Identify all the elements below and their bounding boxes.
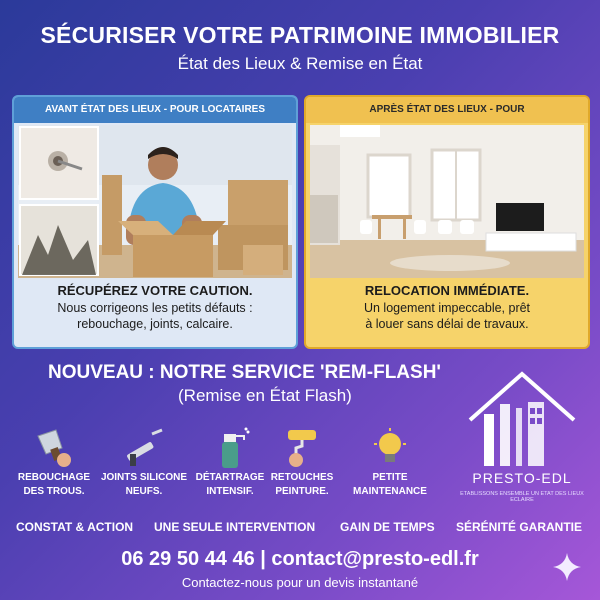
owner-heading: RELOCATION IMMÉDIATE. xyxy=(364,283,530,298)
paint-roller-icon xyxy=(280,426,324,470)
service-item-maintenance: PETITE MAINTENANCE xyxy=(344,426,436,498)
service-item-detartrage: DÉTARTRAGE INTENSIF. xyxy=(184,426,276,498)
owner-panel xyxy=(304,95,590,349)
tenant-text-line-1: Nous corrigeons les petits défauts : xyxy=(57,301,253,315)
tenant-text-line-2: rebouchage, joints, calcaire. xyxy=(77,317,233,331)
value-gain-temps: GAIN DE TEMPS xyxy=(340,520,435,534)
brand-name: PRESTO-EDL xyxy=(472,470,572,486)
contact-line[interactable]: 06 29 50 44 46 | contact@presto-edl.fr xyxy=(121,548,479,570)
value-constat: CONSTAT & ACTION xyxy=(16,520,134,534)
service-item-rebouchage: REBOUCHAGE DES TROUS. xyxy=(8,426,100,498)
service-subtitle: (Remise en État Flash) xyxy=(178,386,352,405)
putty-knife-icon xyxy=(32,426,76,470)
caulk-gun-icon xyxy=(122,426,166,470)
lightbulb-icon xyxy=(368,426,412,470)
service-item-joints: JOINTS SILICONE NEUFS. xyxy=(98,426,190,498)
spray-bottle-icon xyxy=(208,426,252,470)
service-item-retouches: RETOUCHES PEINTURE. xyxy=(256,426,348,498)
quote-cta: Contactez-nous pour un devis instantané xyxy=(181,575,419,590)
page-title: SÉCURISER VOTRE PATRIMOINE IMMOBILIER xyxy=(40,22,560,48)
owner-text-line-1: Un logement impeccable, prêt xyxy=(363,301,531,315)
page-subtitle: État des Lieux & Remise en État xyxy=(177,54,423,73)
clean-apartment-photo xyxy=(310,125,584,278)
tenant-heading: RÉCUPÉREZ VOTRE CAUTION. xyxy=(57,283,253,298)
brand-tagline: ETABLISSONS ENSEMBLE UN ETAT DES LIEUX ECLAIRE xyxy=(460,491,584,503)
tenant-panel-label: AVANT ÉTAT DES LIEUX - POUR LOCATAIRES xyxy=(14,97,296,123)
tenant-moving-photo xyxy=(18,125,292,278)
tenant-panel xyxy=(12,95,298,349)
sparkle-icon xyxy=(552,552,582,582)
owner-text-line-2: à louer sans délai de travaux. xyxy=(365,317,529,331)
value-serenite: SÉRÉNITÉ GARANTIE xyxy=(456,520,583,534)
service-title: NOUVEAU : NOTRE SERVICE 'REM-FLASH' xyxy=(48,362,441,383)
value-intervention: UNE SEULE INTERVENTION xyxy=(154,520,316,534)
owner-panel-label: APRÈS ÉTAT DES LIEUX - POUR xyxy=(306,97,588,123)
